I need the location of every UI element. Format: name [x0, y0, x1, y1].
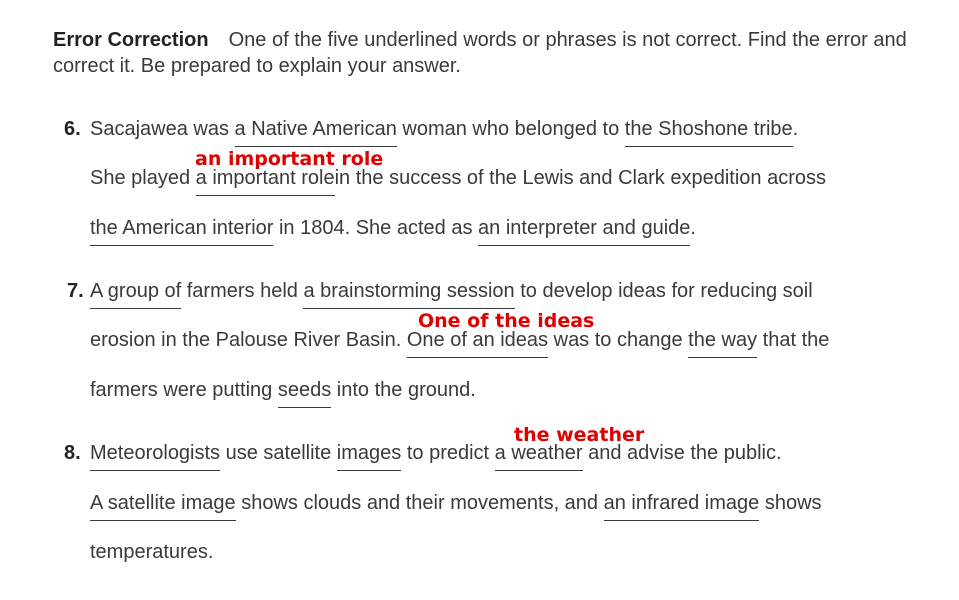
correction-annotation: the weather [514, 424, 645, 446]
instructions [53, 27, 933, 79]
question-7-line-1 [90, 279, 813, 303]
underlined-phrase-error: One of an ideas [406, 329, 549, 351]
underlined-phrase-error: a weather [494, 442, 583, 464]
question-7-line-2 [90, 328, 829, 352]
text-segment: Sacajawea was [90, 118, 235, 140]
underlined-phrase: the way [688, 329, 758, 351]
text-segment: use satellite [220, 442, 337, 464]
section-heading: Error Correction [53, 29, 209, 51]
correction-annotation: One of the ideas [418, 310, 595, 332]
underlined-phrase: seeds [277, 379, 332, 401]
question-8-line-2 [90, 491, 822, 515]
text-segment: was to change [548, 329, 689, 351]
underlined-phrase: a brainstorming session [303, 280, 515, 302]
text-segment: woman who belonged to [396, 118, 625, 140]
underlined-phrase: an interpreter and guide [478, 217, 691, 239]
underlined-phrase: A satellite image [90, 492, 236, 514]
text-segment: erosion in the Palouse River Basin. [90, 329, 407, 351]
text-segment: into the ground. [331, 379, 476, 401]
text-segment: temperatures. [90, 541, 214, 563]
text-segment: to predict [401, 442, 495, 464]
text-segment: in 1804. She acted as [273, 217, 479, 239]
underlined-phrase: Meteorologists [90, 442, 221, 464]
question-7-number: 7. [67, 280, 84, 302]
underlined-phrase: the American interior [90, 217, 274, 239]
text-segment: in the success of the Lewis and Clark expedition across [334, 167, 826, 189]
text-segment: . [792, 118, 799, 140]
question-6-line-2 [90, 166, 826, 190]
question-8-number: 8. [64, 442, 81, 464]
text-segment: shows [759, 492, 822, 514]
text-segment: farmers held [181, 280, 304, 302]
underlined-phrase-error: a important role [195, 167, 335, 189]
question-6-number: 6. [64, 118, 81, 140]
underlined-phrase: an infrared image [603, 492, 760, 514]
text-segment: shows clouds and their movements, and [235, 492, 604, 514]
underlined-phrase: images [336, 442, 402, 464]
question-8-line-3 [90, 540, 213, 564]
text-segment: and advise the public. [582, 442, 782, 464]
question-6-line-3 [90, 216, 696, 240]
question-6-line-1 [90, 117, 798, 141]
text-segment: farmers were putting [90, 379, 278, 401]
text-segment: that the [757, 329, 830, 351]
question-7-line-3 [90, 378, 476, 402]
text-segment: She played [90, 167, 196, 189]
underlined-phrase: a Native American [234, 118, 397, 140]
text-segment: . [690, 217, 696, 239]
underlined-phrase: the Shoshone tribe [624, 118, 793, 140]
text-segment: to develop ideas for reducing soil [514, 280, 813, 302]
instructions-text: One of the five underlined words or phrases is not correct. Find the error and correct it. Be prepared to explain your answer. [53, 29, 907, 77]
underlined-phrase: A group of [90, 280, 182, 302]
correction-annotation: an important role [195, 148, 384, 170]
question-8-line-1 [90, 441, 782, 465]
